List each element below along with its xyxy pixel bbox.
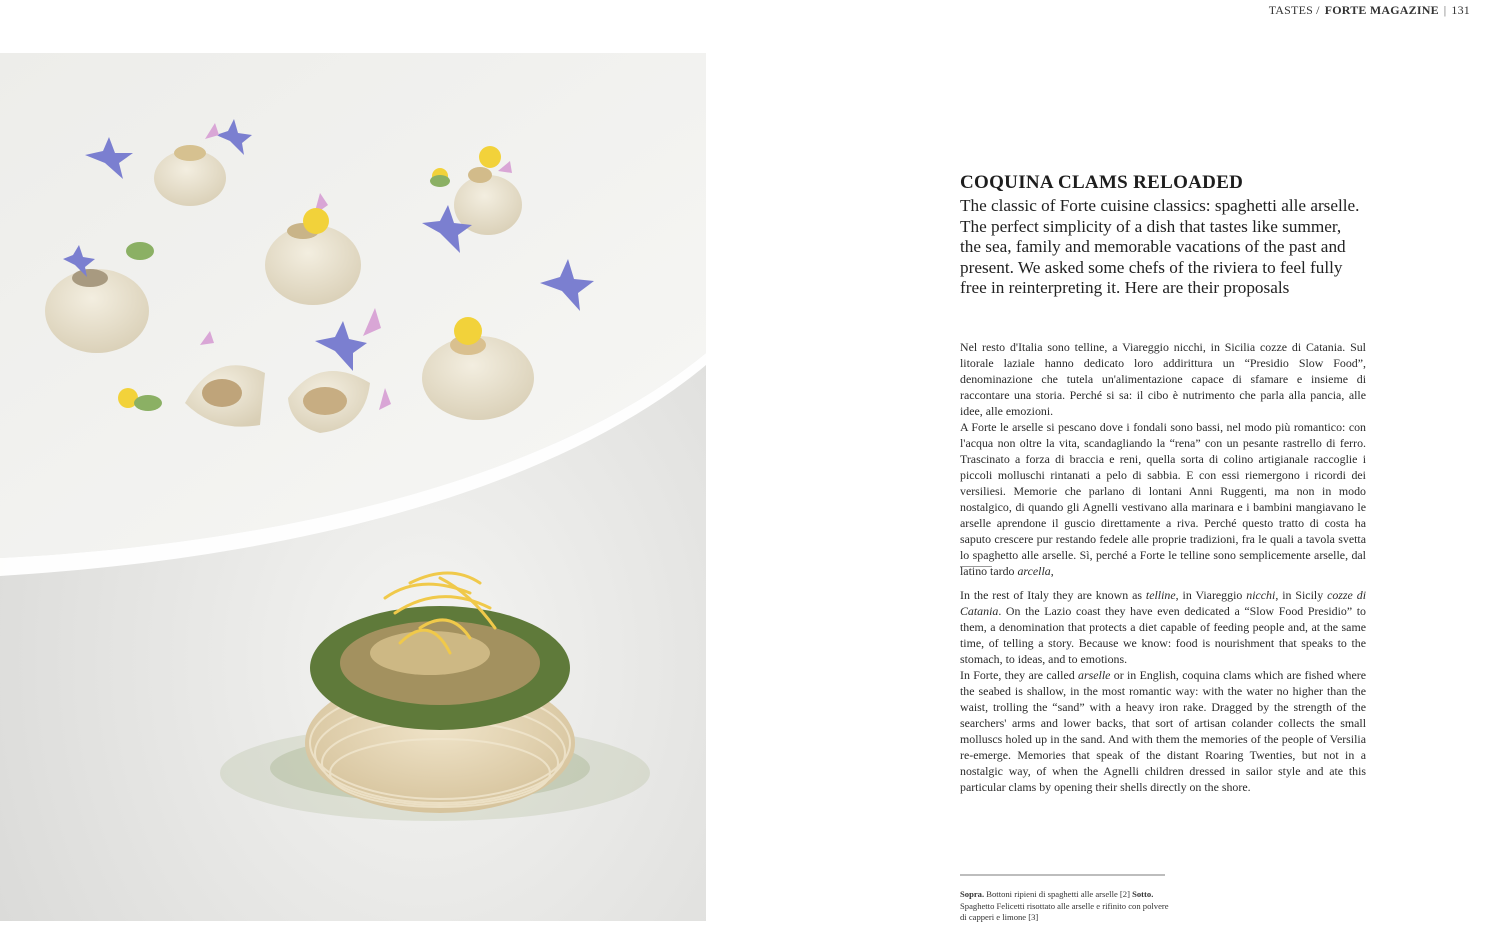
english-paragraph-1: In the rest of Italy they are known as telline, in Viareggio nicchi, in Sicily cozze di Catania. On the Lazio coast they have even dedicated a “Slow Food Presidio” to them, a denomination that protects a diet capable of feeding people and, at the same time, of telling a story. Because we know: food is nourishment that speaks to the stomach, to ideas, and to emotions. [960,588,1366,666]
header-separator: | [1443,3,1447,17]
italian-paragraph-1: Nel resto d'Italia sono telline, a Viareggio nicchi, in Sicilia cozze di Catania. Sul litorale laziale hanno dedicato loro addirittura un “Presidio Slow Food”, denominazione che tutela un'alimentazione capace di sfamare e insieme di raccontare una storia. Perché si sa: il cibo è nutrimento che parla alla pancia, alle idee, alle emozioni. [960,340,1366,418]
caption-divider [960,874,1165,876]
italian-text [960,339,1366,579]
italian-paragraph-2: A Forte le arselle si pescano dove i fondali sono bassi, nel modo più romantico: con l'acqua non oltre la vita, scandagliando la “rena” con un pesante rastrello di ferro. Trascinato a forza di braccia e reni, quella sorta di colino artigianale raccoglie i piccoli molluschi rintanati a pelo di sabbia. E con essi riemergono i ricordi dei versiliesi. Memorie che parlano di lontani Anni Ruggenti, ma non in modo nostalgico, di quando gli Agnelli vestivano alla marinara e i bambini mangiavano le arselle aprendone il guscio direttamente a riva. Perché questo tratto di costa ha saputo crescere pur restando fedele alle proprie tradizioni, fra le quali a tavola svetta lo spaghetto alle arselle. Sì, perché a Forte le telline sono semplicemente arselle, dal latino tardo arcella, [960,420,1366,578]
section-divider [960,566,992,567]
running-head [1269,3,1470,18]
article-deck: The classic of Forte cuisine classics: spaghetti alle arselle. The perfect simplicity of a dish that tastes like summer, the sea, family and memorable vacations of the past and present. We asked some chefs of the riviera to feel fully free in reinterpreting it. Here are their proposals [960,196,1360,297]
section-label: TASTES / [1268,3,1320,17]
english-text [960,587,1366,795]
english-paragraph-2: In Forte, they are called arselle or in English, coquina clams which are fished where the seabed is shallow, in the most romantic way: with the water no higher than the waist, trolling the “sand” with a heavy iron rake. Dragged by the strength of the searchers' arms and lower backs, that sort of artisan colander collects the small molluscs holed up in the sand. And with them the memories of the people of Versilia re-emerge. Memories that speak of the distant Roaring Twenties, but not in a nostalgic way, of when the Agnelli children dressed in sailor style and ate this particular clams by opening their shells directly on the shore. [960,668,1366,794]
article-title: COQUINA CLAMS RELOADED [960,172,1244,193]
page-number: 131 [1451,3,1470,17]
magazine-name: FORTE MAGAZINE [1324,3,1439,17]
article-heading [960,172,1366,299]
food-photo [0,53,706,921]
photo-caption: Sopra. Bottoni ripieni di spaghetti alle arselle [2] Sotto. Spaghetto Felicetti risottato alle arselle e rifinito con polvere di capperi e limone [3] [960,889,1169,922]
